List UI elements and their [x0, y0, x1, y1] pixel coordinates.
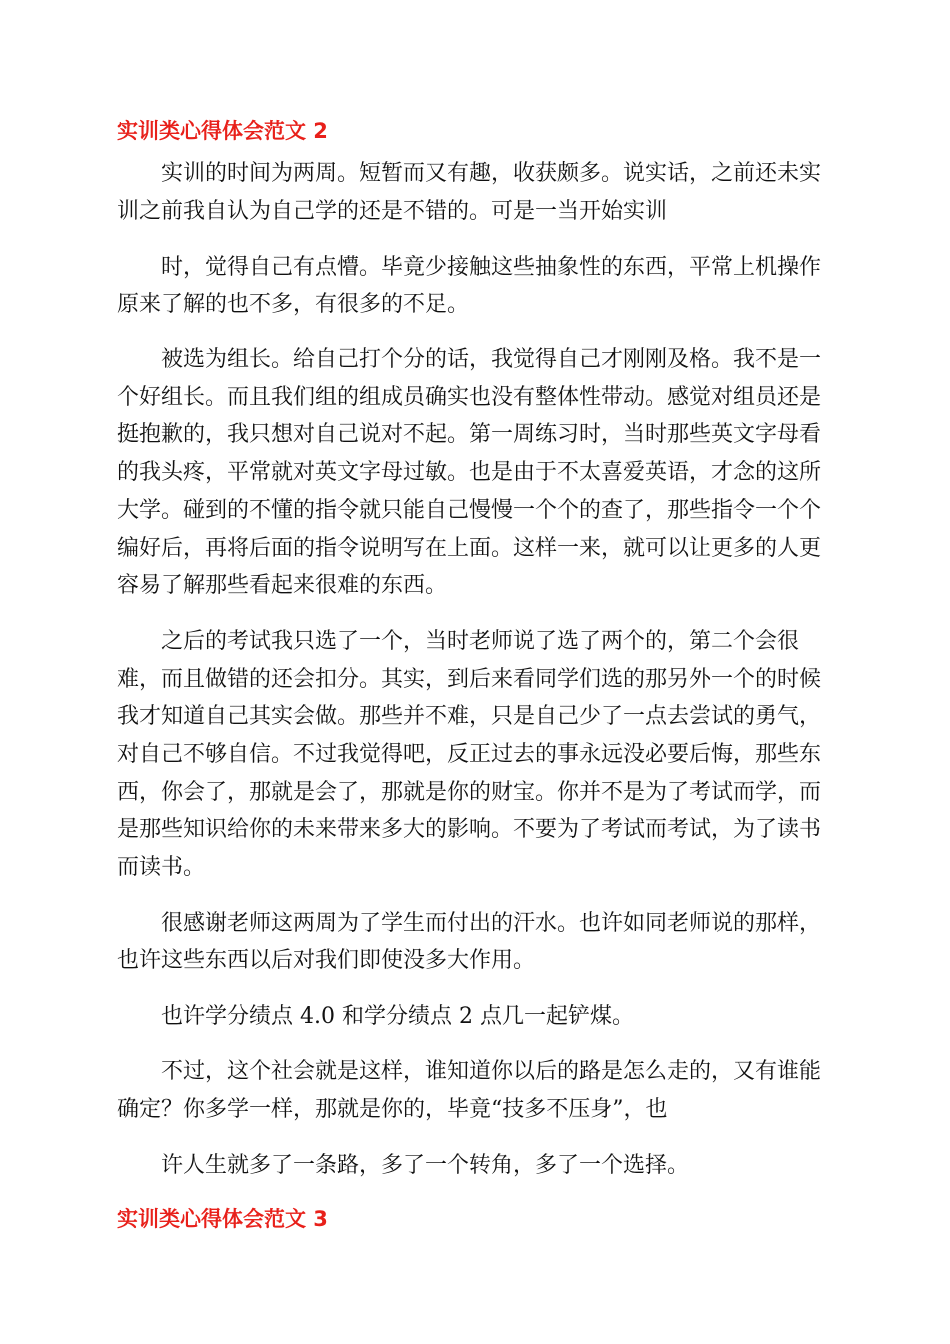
text-line: 挺抱歉的，我只想对自己说对不起。第一周练习时，当时那些英文字母看 — [117, 422, 822, 447]
text-line: 是那些知识给你的未来带来多大的影响。不要为了考试而考试，为了读书 — [117, 817, 822, 842]
text-line: 确定？你多学一样，那就是你的，毕竟“技多不压身”，也 — [117, 1097, 668, 1122]
text-line: 之后的考试我只选了一个，当时老师说了选了两个的，第二个会很 — [161, 629, 800, 654]
section-heading-2: 实训类心得体会范文 2 — [117, 119, 328, 143]
text-line: 难，而且做错的还会扣分。其实，到后来看同学们选的那另外一个的时候 — [117, 667, 822, 692]
text-line: 也许学分绩点 4.0 和学分绩点 2 点几一起铲煤。 — [161, 1004, 634, 1029]
text-line: 编好后，再将后面的指令说明写在上面。这样一来，就可以让更多的人更 — [117, 536, 822, 561]
text-line: 也许这些东西以后对我们即使没多大作用。 — [117, 948, 536, 973]
text-line: 许人生就多了一条路，多了一个转角，多了一个选择。 — [161, 1153, 690, 1178]
text-line: 容易了解那些看起来很难的东西。 — [117, 573, 448, 598]
text-line: 我才知道自己其实会做。那些并不难，只是自己少了一点去尝试的勇气， — [117, 704, 822, 729]
text-line: 大学。碰到的不懂的指令就只能自己慢慢一个个的查了，那些指令一个个 — [117, 498, 822, 523]
text-line: 被选为组长。给自己打个分的话，我觉得自己才刚刚及格。我不是一 — [161, 347, 822, 372]
text-line: 时，觉得自己有点懵。毕竟少接触这些抽象性的东西，平常上机操作 — [161, 255, 822, 280]
text-line: 而读书。 — [117, 855, 206, 880]
text-line: 的我头疼，平常就对英文字母过敏。也是由于不太喜爱英语，才念的这所 — [117, 460, 822, 485]
text-line: 对自己不够自信。不过我觉得吧，反正过去的事永远没必要后悔，那些东 — [117, 742, 822, 767]
text-line: 不过，这个社会就是这样，谁知道你以后的路是怎么走的，又有谁能 — [161, 1059, 822, 1084]
text-line: 实训的时间为两周。短暂而又有趣，收获颇多。说实话，之前还未实 — [161, 161, 822, 186]
text-line: 个好组长。而且我们组的组成员确实也没有整体性带动。感觉对组员还是 — [117, 385, 822, 410]
text-line: 原来了解的也不多，有很多的不足。 — [117, 292, 470, 317]
text-line: 西，你会了，那就是会了，那就是你的财宝。你并不是为了考试而学，而 — [117, 780, 822, 805]
text-line: 训之前我自认为自己学的还是不错的。可是一当开始实训 — [117, 199, 668, 224]
section-heading-3: 实训类心得体会范文 3 — [117, 1207, 328, 1231]
text-line: 很感谢老师这两周为了学生而付出的汗水。也许如同老师说的那样， — [161, 911, 822, 936]
